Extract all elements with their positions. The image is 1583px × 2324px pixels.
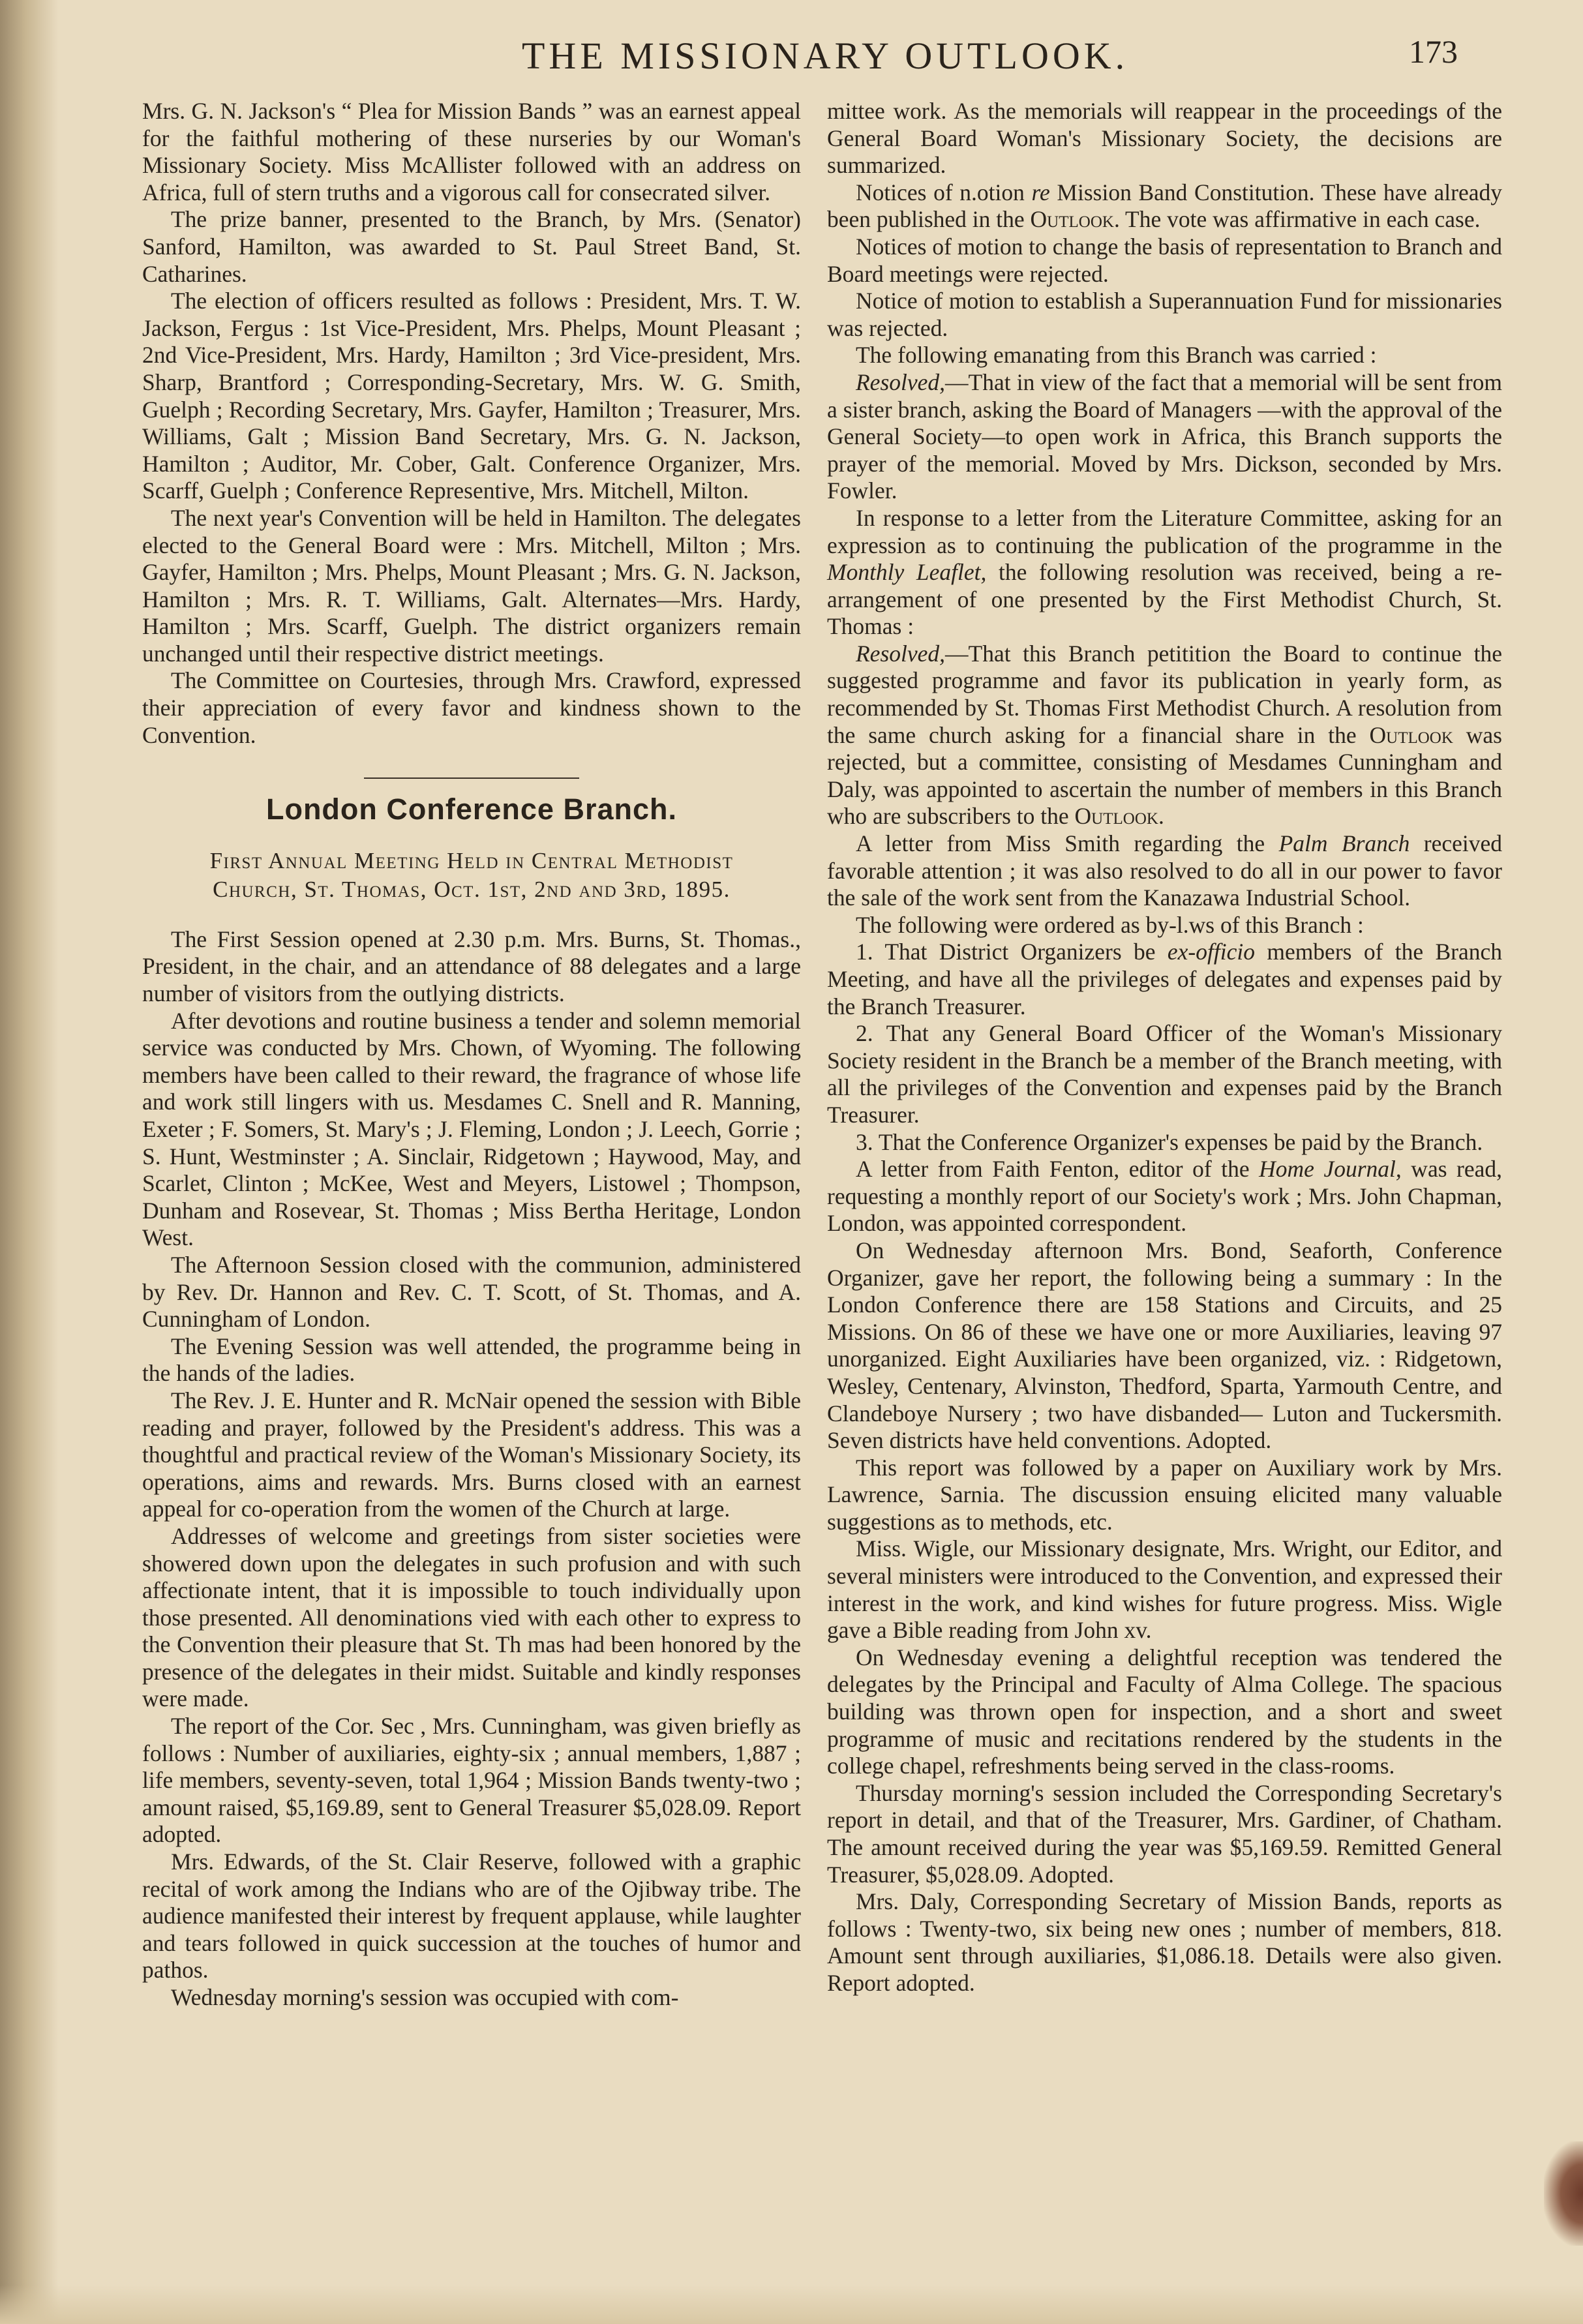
paragraph: The Evening Session was well attended, the programme being in the hands of the ladies. [142,1333,801,1387]
page-edge-shadow [0,0,59,2324]
paragraph: The following were ordered as by-l.ws of this Branch : [856,911,1364,938]
paragraph: Thursday morning's session included the Corresponding Secretary's report in detail, and that of the Treasurer, Mrs. Gardiner, of Chatham. The amount received during the year was $5,169.59. Remitted General Treasurer, $5,028.09. Adopted. [827,1779,1502,1888]
paragraph: The next year's Convention will be held in Hamilton. The delegates elected to the General Board were : Mrs. Mitchell, Milton ; Mrs. Gayfer, Hamilton ; Mrs. Phelps, Mount Pleasant ; Mrs. G. N. Jackson, Hamilton ; Mrs. R. T. Williams, Galt. Alternates—Mrs. Hardy, Hamilton ; Mrs. Scarff, Guelph. The district organizers remain unchanged until their respective district meetings. [142,504,801,667]
paragraph: The following emanating from this Branch was carried : [856,342,1377,369]
page-number: 173 [1409,33,1458,70]
paragraph: On Wednesday evening a delightful reception was tendered the delegates by the Principal and Faculty of Alma College. The spacious building was thrown open for inspection, and a short and sweet programme of music and recitations rendered by the students in the college chapel, refreshments being served in the class-rooms. [827,1644,1502,1779]
paragraph: 1. That District Organizers be ex-officio members of the Branch Meeting, and have all the privileges of delegates and expenses paid by the Branch Treasurer. [827,939,1502,1019]
paragraph: The Rev. J. E. Hunter and R. McNair opened the session with Bible reading and prayer, followed by the President's address. This was a thoughtful and practical review of the Woman's Missionary Society, its operations, aims and rewards. Mrs. Burns closed with an earnest appeal for co-operation from the women of the Church at large. [142,1387,801,1522]
page-corner-stain [1544,2141,1583,2246]
running-title: THE MISSIONARY OUTLOOK. [522,35,1129,77]
right-column [827,98,1502,2218]
paragraph: Notices of motion to change the basis of representation to Branch and Board meetings were rejected. [827,233,1502,287]
meeting-line-2: Church, St. Thomas, Oct. 1st, 2nd and 3rd, 1895. [213,876,731,902]
paragraph: Mrs. Edwards, of the St. Clair Reserve, followed with a graphic recital of work among the Indians who are of the Ojibway tribe. The audience manifested their interest by frequent applause, while laughter and tears followed in quick succession at the touches of humor and pathos. [142,1849,801,1984]
paragraph: Wednesday morning's session was occupied with com- [171,1984,679,2010]
paragraph: The election of officers resulted as follows : President, Mrs. T. W. Jackson, Fergus : 1st Vice-President, Mrs. Phelps, Mount Pleasant ; 2nd Vice-President, Mrs. Hardy, Hamilton ; 3rd Vice-president, Mrs. Sharp, Brantford ; Corresponding-Secretary, Mrs. W. G. Smith, Guelph ; Recording Secretary, Mrs. Gayfer, Hamilton ; Treasurer, Mrs. Williams, Galt ; Mission Band Secretary, Mrs. G. N. Jackson, Hamilton ; Auditor, Mr. Cober, Galt. Conference Organizer, Mrs. Scarff, Guelph ; Conference Representive, Mrs. Mitchell, Milton. [142,288,801,504]
paragraph: A letter from Miss Smith regarding the Palm Branch received favorable attention ; it was also resolved to do all in our power to favor the sale of the work sent from the Kanazawa Industrial School. [827,830,1502,911]
paragraph: The report of the Cor. Sec , Mrs. Cunningham, was given briefly as follows : Number of auxiliaries, eighty-six ; annual members, 1,887 ; life members, seventy-seven, total 1,964 ; Mission Bands twenty-two ; amount raised, $5,169.89, sent to General Treasurer $5,028.09. Report adopted. [142,1713,801,1848]
running-header [170,26,1474,85]
paragraph: Resolved,—That in view of the fact that a memorial will be sent from a sister branch, asking the Board of Managers —with the approval of the General Society—to open work in Africa, this Branch supports the prayer of the memorial. Moved by Mrs. Dickson, seconded by Mrs. Fowler. [827,369,1502,504]
left-column [142,98,801,2263]
meeting-subheading [142,847,801,904]
paragraph: The prize banner, presented to the Branch, by Mrs. (Senator) Sanford, Hamilton, was awarded to St. Paul Street Band, St. Catharines. [142,206,801,287]
paragraph: Resolved,—That this Branch petitition the Board to continue the suggested programme and favor its publication in yearly form, as recommended by St. Thomas First Methodist Church. A resolution from the same church asking for a financial share in the Outlook was rejected, but a committee, consisting of Mesdames Cunningham and Daly, was appointed to ascertain the number of members in this Branch who are subscribers to the Outlook. [827,640,1503,830]
paragraph: Notice of motion to establish a Superannuation Fund for missionaries was rejected. [827,288,1502,341]
paragraph: The First Session opened at 2.30 p.m. Mrs. Burns, St. Thomas., President, in the chair, and an attendance of 88 delegates and a large number of visitors from the outlying districts. [142,926,801,1007]
paragraph: In response to a letter from the Literature Committee, asking for an expression as to continuing the publication of the programme in the Monthly Leaflet, the following resolution was received, being a re-arrangement of one presented by the First Methodist Church, St. Thomas : [827,504,1502,640]
paragraph: 3. That the Conference Organizer's expenses be paid by the Branch. [856,1128,1483,1155]
paragraph: mittee work. As the memorials will reappear in the proceedings of the General Board Woman's Missionary Society, the decisions are summarized. [827,98,1502,179]
paragraph: Mrs. Daly, Corresponding Secretary of Mission Bands, reports as follows : Twenty-two, six being new ones ; number of members, 818. Amount sent through auxiliaries, $1,086.18. Details were also given. Report adopted. [827,1888,1502,1996]
page-bottom-shadow [0,2285,1583,2324]
paragraph: Addresses of welcome and greetings from sister societies were showered down upon the delegates in such profusion and with such affectionate intent, that it is impossible to touch individually upon those presented. All denominations vied with each other to express to the Convention their pleasure that St. Th mas had been honored by the presence of the delegates in their midst. Suitable and kindly responses were made. [142,1522,801,1712]
paragraph: This report was followed by a paper on Auxiliary work by Mrs. Lawrence, Sarnia. The discussion ensuing elicited many valuable suggestions as to methods, etc. [827,1454,1502,1535]
paragraph: Notices of n.otion re Mission Band Constitution. These have already been published in the Outlook. The vote was affirmative in each case. [827,179,1502,233]
section-title: London Conference Branch. [265,792,678,826]
paragraph: On Wednesday afternoon Mrs. Bond, Seaforth, Conference Organizer, gave her report, the following being a summary : In the London Conference there are 158 Stations and Circuits, and 25 Missions. On 86 of these we have one or more Auxiliaries, leaving 97 unorganized. Eight Auxiliaries have been organized, viz. : Ridgetown, Wesley, Centenary, Alvinston, Thedford, Sparta, Yarmouth Centre, and Clandeboye Nursery ; two have disbanded— Luton and Tuckersmith. Seven districts have held conventions. Adopted. [827,1237,1502,1454]
paragraph: Mrs. G. N. Jackson's “ Plea for Mission Bands ” was an earnest appeal for the faithful mothering of these nurseries by our Woman's Missionary Society. Miss McAllister followed with an address on Africa, full of stern truths and a vigorous call for consecrated silver. [142,98,801,205]
paragraph: After devotions and routine business a tender and solemn memorial service was conducted by Mrs. Chown, of Wyoming. The following members have been called to their reward, the fragrance of whose life and work still lingers with us. Mesdames C. Snell and R. Manning, Exeter ; F. Somers, St. Mary's ; J. Fleming, London ; J. Leech, Gorrie ; S. Hunt, Westminster ; A. Sinclair, Ridgetown ; Haywood, May, and Scarlet, Clinton ; McKee, West and Meyers, Listowel ; Thompson, Dunham and Rosevear, St. Thomas ; Miss Bertha Heritage, London West. [142,1007,801,1251]
section-divider [364,777,579,779]
paragraph: 2. That any General Board Officer of the Woman's Missionary Society resident in the Branch be a member of the Branch meeting, with all the privileges of the Convention and expenses paid by the Branch Treasurer. [827,1020,1502,1128]
paragraph: The Afternoon Session closed with the communion, administered by Rev. Dr. Hannon and Rev. C. T. Scott, of St. Thomas, and A. Cunningham of London. [142,1251,801,1333]
paragraph: The Committee on Courtesies, through Mrs. Crawford, expressed their appreciation of every favor and kindness shown to the Convention. [142,667,801,748]
paragraph: Miss. Wigle, our Missionary designate, Mrs. Wright, our Editor, and several ministers were introduced to the Convention, and expressed their interest in the work, and kind wishes for future progress. Miss. Wigle gave a Bible reading from John xv. [827,1535,1502,1644]
meeting-line-1: First Annual Meeting Held in Central Methodist [209,847,734,873]
paragraph: A letter from Faith Fenton, editor of the Home Journal, was read, requesting a monthly report of our Society's work ; Mrs. John Chapman, London, was appointed correspondent. [827,1156,1503,1237]
